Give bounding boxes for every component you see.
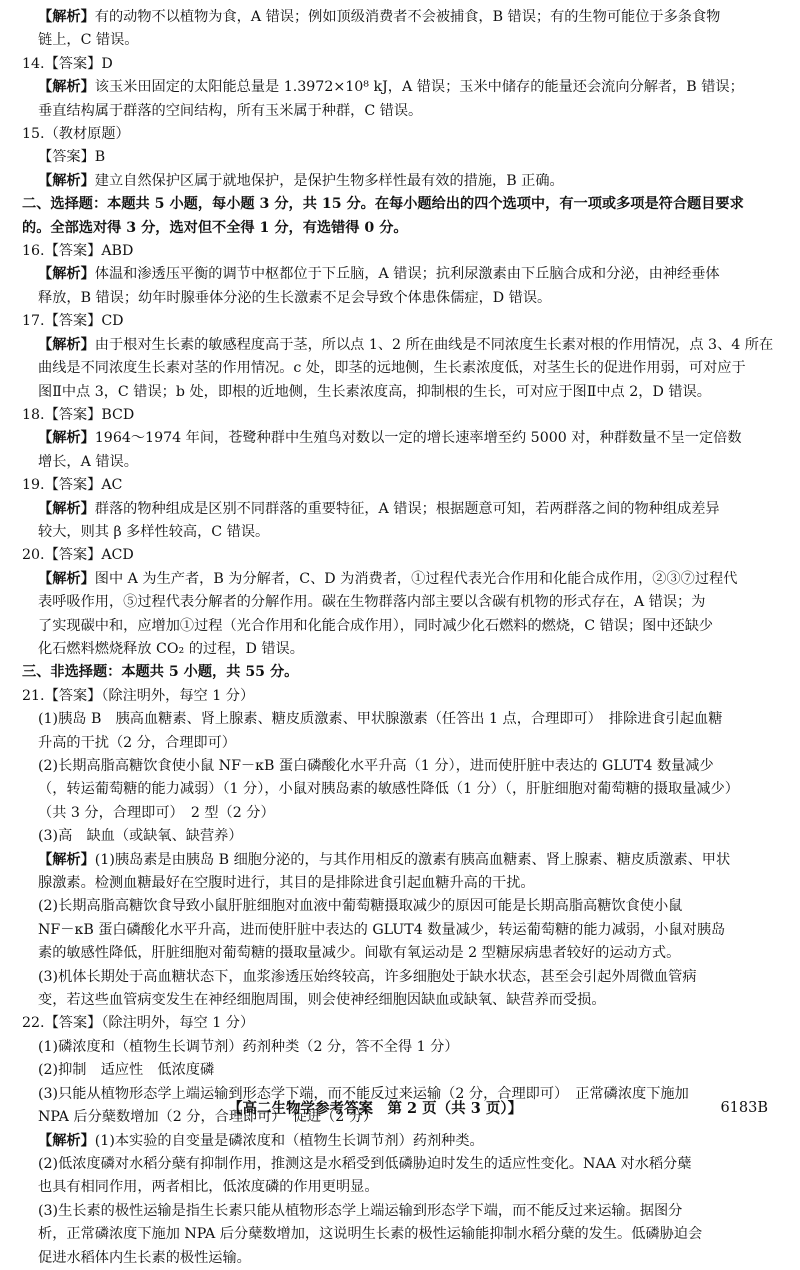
text-line	[22, 146, 780, 169]
line-text: (1)本实验的自变量是磷浓度和（植物生长调节剂）药剂种类。	[94, 1132, 484, 1149]
line-text: 释放，B 错误；幼年时腺垂体分泌的生长激素不足会导致个体患侏儒症，D 错误。	[38, 289, 552, 306]
line-text: 20.【答案】ACD	[22, 547, 134, 564]
line-text: 析，正常磷浓度下施加 NPA 后分蘖数增加，这说明生长素的极性运输能抑制水稻分蘖的发生。低磷胁迫会	[38, 1226, 703, 1243]
text-line	[22, 310, 780, 333]
text-line	[22, 1130, 780, 1153]
text-line	[22, 29, 780, 52]
footer-doc-code: 6183B	[720, 1100, 768, 1116]
text-line	[22, 1176, 780, 1199]
text-line	[22, 404, 780, 427]
line-text: 有的动物不以植物为食，A 错误；例如顶级消费者不会被捕食，B 错误；有的生物可能位于多条食物	[94, 9, 721, 25]
section-heading	[22, 661, 780, 684]
line-text: (2)长期高脂高糖饮食导致小鼠肝脏细胞对血液中葡萄糖摄取减少的原因可能是长期高脂高糖饮食使小鼠	[38, 898, 683, 915]
line-text: 较大，则其 β 多样性较高，C 错误。	[38, 523, 270, 540]
text-line	[22, 100, 780, 123]
line-text: 18.【答案】BCD	[22, 406, 135, 423]
line-text: 曲线是不同浓度生长素对茎的作用情况。c 处，即茎的远地侧，生长素浓度低，对茎生长的促进作用弱，可对应于	[38, 360, 746, 377]
line-text: 也具有相同作用，两者相比，低浓度磷的作用更明显。	[38, 1179, 379, 1196]
text-line	[22, 732, 780, 755]
text-line	[22, 1036, 780, 1059]
line-text: 链上，C 错误。	[38, 32, 139, 49]
line-text: (2)低浓度磷对水稻分蘖有抑制作用，推测这是水稻受到低磷胁迫时发生的适应性变化。NAA 对水稻分蘖	[38, 1155, 692, 1172]
text-line	[22, 802, 780, 825]
analysis-label: 【解析】	[38, 266, 95, 283]
text-line	[22, 591, 780, 614]
line-text: 22.【答案】（除注明外，每空 1 分）	[22, 1015, 255, 1032]
line-text: 表呼吸作用，⑤过程代表分解者的分解作用。碳在生物群落内部主要以含碳有机物的形式存在，A 错误；为	[38, 594, 706, 611]
footer-page-info: 【高二生物学参考答案 第 2 页（共 3 页）】	[228, 1100, 523, 1117]
text-line	[22, 872, 780, 895]
line-text: 14.【答案】D	[22, 55, 113, 72]
line-text: 变，若这些血管病变发生在神经细胞周围，则会使神经细胞因缺血或缺氧、缺营养而受损。	[38, 992, 606, 1009]
line-text: (2)抑制 适应性 低浓度磷	[38, 1062, 215, 1079]
line-text: （共 3 分，合理即可） 2 型（2 分）	[38, 804, 275, 821]
line-text: 化石燃料燃烧释放 CO₂ 的过程，D 错误。	[38, 640, 304, 657]
line-text: (2)长期高脂高糖饮食使小鼠 NF－κB 蛋白磷酸化水平升高（1 分），进而使肝脏中表达的 GLUT4 数量减少	[38, 758, 714, 774]
text-line	[22, 708, 780, 731]
line-text: (1)磷浓度和（植物生长调节剂）药剂种类（2 分，答不全得 1 分）	[38, 1038, 459, 1055]
text-line	[22, 919, 780, 942]
text-line	[22, 357, 780, 380]
line-text: 腺激素。检测血糖最好在空腹时进行，其目的是排除进食引起血糖升高的干扰。	[38, 875, 535, 892]
line-text: 16.【答案】ABD	[22, 243, 134, 260]
line-text: 由于根对生长素的敏感程度高于茎，所以点 1、2 所在曲线是不同浓度生长素对根的作用情况，点 3、4 所在	[94, 336, 774, 353]
line-text: (1)胰岛 B 胰高血糖素、肾上腺素、糖皮质激素、甲状腺激素（任答出 1 点，合理即可） 排除进食引起血糖	[38, 711, 723, 728]
line-text: 升高的干扰（2 分，合理即可）	[38, 734, 236, 751]
text-line	[22, 615, 780, 638]
line-text: 图中 A 为生产者，B 为分解者，C、D 为消费者，①过程代表光合作用和化能合成作用，②③⑦过程代	[94, 570, 738, 587]
line-text: 图Ⅱ中点 3，C 错误；b 处，即根的近地侧，生长素浓度高，抑制根的生长，可对应于图Ⅱ中点 2，D 错误。	[38, 383, 711, 400]
text-line	[22, 334, 780, 357]
analysis-label: 【解析】	[38, 1132, 95, 1149]
text-line	[22, 474, 780, 497]
section-heading	[22, 193, 780, 216]
text-line	[22, 240, 780, 263]
text-line	[22, 521, 780, 544]
text-line	[22, 1223, 780, 1246]
text-line	[22, 568, 780, 591]
text-line	[22, 685, 780, 708]
line-text: (3)只能从植物形态学上端运输到形态学下端，而不能反过来运输（2 分，合理即可） 正常磷浓度下施加	[38, 1085, 689, 1102]
line-text: 21.【答案】（除注明外，每空 1 分）	[22, 687, 255, 704]
text-line	[22, 755, 780, 778]
text-line	[22, 287, 780, 310]
text-line	[22, 6, 780, 29]
line-text: NF－κB 蛋白磷酸化水平升高，进而使肝脏中表达的 GLUT4 数量减少，转运葡萄糖的能力减弱，小鼠对胰岛	[38, 921, 726, 938]
line-text: 15.（教材原题）	[22, 126, 130, 143]
text-line	[22, 778, 780, 801]
text-line	[22, 76, 780, 99]
analysis-label: 【解析】	[38, 851, 95, 868]
line-text: 【答案】B	[38, 149, 106, 166]
text-line	[22, 1012, 780, 1035]
text-line	[22, 544, 780, 567]
line-text: 19.【答案】AC	[22, 477, 123, 494]
text-line	[22, 895, 780, 918]
text-line	[22, 849, 780, 872]
line-text: (1)胰岛素是由胰岛 B 细胞分泌的，与其作用相反的激素有胰高血糖素、肾上腺素、糖皮质激素、甲状	[94, 851, 731, 868]
text-line	[22, 123, 780, 146]
text-line	[22, 1059, 780, 1082]
text-line	[22, 53, 780, 76]
analysis-label: 【解析】	[38, 172, 95, 189]
text-line	[22, 451, 780, 474]
line-text: NPA 后分蘖数增加（2 分，合理即可） 促进（2 分）	[38, 1109, 378, 1126]
text-line	[22, 1200, 780, 1223]
text-line	[22, 498, 780, 521]
analysis-label: 【解析】	[38, 336, 95, 353]
line-text: 1964～1974 年间，苍鹭种群中生殖鸟对数以一定的增长速率增至约 5000 对，种群数量不呈一定倍数	[94, 430, 742, 447]
line-text: （，转运葡萄糖的能力减弱）（1 分），小鼠对胰岛素的敏感性降低（1 分）（，肝脏细胞对葡萄糖的摄取量减少）	[38, 781, 739, 798]
answer-document	[22, 6, 780, 1270]
line-text: 二、选择题：本题共 5 小题，每小题 3 分，共 15 分。在每小题给出的四个选项中，有一项或多项是符合题目要求	[22, 196, 744, 213]
line-text: 促进水稻体内生长素的极性运输。	[38, 1249, 251, 1266]
analysis-label: 【解析】	[38, 79, 95, 96]
analysis-label: 【解析】	[38, 570, 95, 587]
text-line	[22, 638, 780, 661]
line-text: 三、非选择题：本题共 5 小题，共 55 分。	[22, 664, 299, 681]
text-line	[22, 427, 780, 450]
text-line	[22, 989, 780, 1012]
line-text: 的。全部选对得 3 分，选对但不全得 1 分，有选错得 0 分。	[22, 219, 408, 236]
line-text: (3)生长素的极性运输是指生长素只能从植物形态学上端运输到形态学下端，而不能反过来运输。据图分	[38, 1202, 683, 1219]
text-line	[22, 263, 780, 286]
text-line	[22, 170, 780, 193]
line-text: 增长，A 错误。	[38, 453, 138, 470]
line-text: 体温和渗透压平衡的调节中枢都位于下丘脑，A 错误；抗利尿激素由下丘脑合成和分泌，由神经垂体	[94, 266, 720, 283]
analysis-label: 【解析】	[38, 500, 95, 517]
analysis-label: 【解析】	[38, 430, 95, 447]
text-line	[22, 1247, 780, 1270]
text-line	[22, 1153, 780, 1176]
text-line	[22, 381, 780, 404]
text-line	[22, 942, 780, 965]
line-text: 素的敏感性降低，肝脏细胞对葡萄糖的摄取量减少。间歇有氧运动是 2 型糖尿病患者较好的运动方式。	[38, 945, 681, 962]
text-line	[22, 966, 780, 989]
line-text: (3)机体长期处于高血糖状态下，血浆渗透压始终较高，许多细胞处于缺水状态，甚至会引起外周微血管病	[38, 968, 697, 985]
line-text: 该玉米田固定的太阳能总量是 1.3972×10⁸ kJ，A 错误；玉米中储存的能量还会流向分解者，B 错误；	[94, 79, 744, 96]
text-line	[22, 825, 780, 848]
section-heading	[22, 217, 780, 240]
line-text: 17.【答案】CD	[22, 313, 124, 330]
line-text: (3)高 缺血（或缺氧、缺营养）	[38, 828, 243, 845]
line-text: 垂直结构属于群落的空间结构，所有玉米属于种群，C 错误。	[38, 102, 423, 119]
analysis-label: 【解析】	[38, 9, 95, 25]
line-text: 了实现碳中和，应增加①过程（光合作用和化能合成作用），同时减少化石燃料的燃烧，C 错误；图中还缺少	[38, 617, 714, 634]
page-footer	[0, 1097, 800, 1121]
line-text: 建立自然保护区属于就地保护，是保护生物多样性最有效的措施，B 正确。	[94, 172, 564, 189]
line-text: 群落的物种组成是区别不同群落的重要特征，A 错误；根据题意可知，若两群落之间的物种组成差异	[94, 500, 720, 517]
